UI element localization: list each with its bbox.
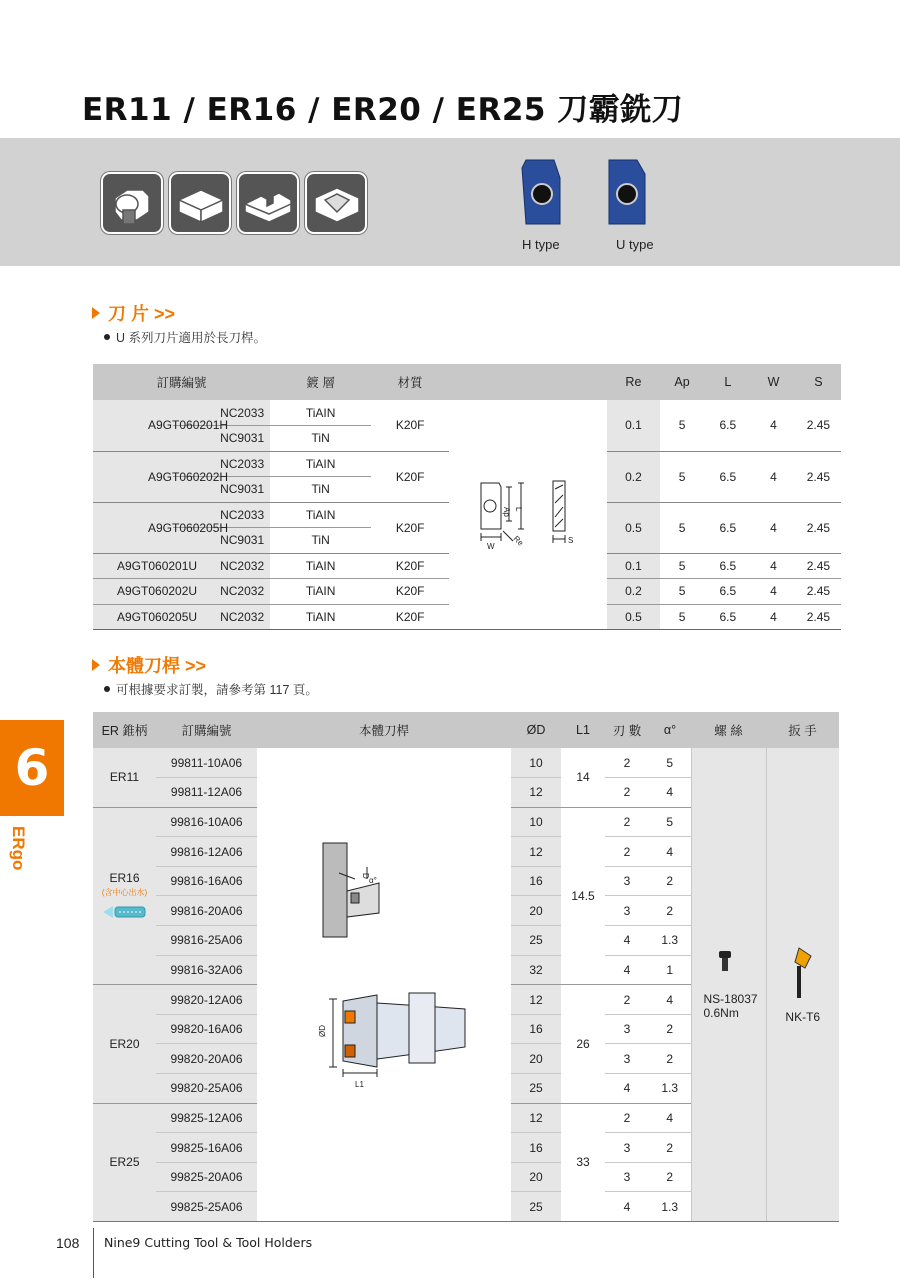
l-value: 6.5 bbox=[704, 579, 751, 605]
d-value: 10 bbox=[511, 807, 561, 837]
coating: TiN bbox=[270, 528, 371, 554]
d-value: 25 bbox=[511, 1074, 561, 1104]
d-value: 16 bbox=[511, 1133, 561, 1163]
teeth-value: 3 bbox=[605, 1044, 649, 1074]
alpha-value: 5 bbox=[649, 748, 691, 778]
order-code: 99816-16A06 bbox=[156, 866, 257, 896]
re-value: 0.2 bbox=[607, 579, 660, 605]
teeth-value: 2 bbox=[605, 778, 649, 808]
teeth-value: 4 bbox=[605, 1192, 649, 1222]
d-value: 20 bbox=[511, 1162, 561, 1192]
grade: NC2032 bbox=[173, 579, 270, 605]
order-code: 99811-12A06 bbox=[156, 778, 257, 808]
chapter-label: ERgo bbox=[9, 826, 28, 871]
order-code: 99816-12A06 bbox=[156, 837, 257, 867]
order-code: A9GT060205U bbox=[117, 609, 198, 624]
material: K20F bbox=[371, 502, 449, 553]
ap-value: 5 bbox=[660, 553, 705, 579]
d-small-label: D bbox=[361, 873, 370, 879]
alpha-label: α° bbox=[369, 876, 377, 885]
header-d: ØD bbox=[511, 712, 561, 748]
teeth-value: 2 bbox=[605, 748, 649, 778]
l-value: 6.5 bbox=[704, 604, 751, 630]
order-code: A9GT060202H bbox=[148, 469, 229, 484]
alpha-value: 4 bbox=[649, 1103, 691, 1133]
ap-value: 5 bbox=[660, 579, 705, 605]
footer-text: Nine9 Cutting Tool & Tool Holders bbox=[104, 1235, 313, 1250]
coolant-note: (含中心出水) bbox=[101, 888, 148, 898]
re-value: 0.1 bbox=[607, 400, 660, 451]
re-value: 0.5 bbox=[607, 502, 660, 553]
re-value: 0.1 bbox=[607, 553, 660, 579]
l-value: 6.5 bbox=[704, 502, 751, 553]
body-diagram-cell bbox=[257, 748, 511, 1222]
slotting-icon bbox=[237, 172, 299, 234]
order-code: A9GT060205H bbox=[148, 520, 229, 535]
l1-value: 14.5 bbox=[561, 807, 605, 985]
alpha-value: 2 bbox=[649, 1162, 691, 1192]
alpha-value: 4 bbox=[649, 837, 691, 867]
teeth-value: 3 bbox=[605, 1162, 649, 1192]
grade: NC2033 bbox=[173, 400, 270, 426]
teeth-value: 2 bbox=[605, 807, 649, 837]
w-value: 4 bbox=[751, 604, 796, 630]
header-ap: Ap bbox=[660, 364, 705, 400]
shoulder-milling-icon bbox=[101, 172, 163, 234]
l1-value: 33 bbox=[561, 1103, 605, 1221]
grade: NC2032 bbox=[173, 553, 270, 579]
s-value: 2.45 bbox=[796, 553, 841, 579]
order-code: 99816-20A06 bbox=[156, 896, 257, 926]
coating: TiAIN bbox=[270, 400, 371, 426]
order-code: 99820-12A06 bbox=[156, 985, 257, 1015]
coating: TiAIN bbox=[270, 604, 371, 630]
w-value: 4 bbox=[751, 451, 796, 502]
coating: TiN bbox=[270, 426, 371, 452]
bullet-icon bbox=[104, 334, 110, 340]
coating: TiN bbox=[270, 477, 371, 503]
page-number: 108 bbox=[56, 1235, 80, 1251]
ap-value: 5 bbox=[660, 604, 705, 630]
grade: NC9031 bbox=[173, 528, 270, 554]
ap-value: 5 bbox=[660, 400, 705, 451]
material: K20F bbox=[371, 400, 449, 451]
bullet-icon bbox=[104, 686, 110, 692]
body-diagram bbox=[259, 833, 509, 1133]
arrow-icon bbox=[92, 659, 100, 671]
teeth-value: 4 bbox=[605, 955, 649, 985]
teeth-value: 4 bbox=[605, 1074, 649, 1104]
coating: TiAIN bbox=[270, 451, 371, 477]
l-value: 6.5 bbox=[704, 400, 751, 451]
ap-label: Ap bbox=[502, 507, 512, 517]
body-section-heading: 本體刀桿 >> bbox=[92, 652, 206, 678]
re-value: 0.2 bbox=[607, 451, 660, 502]
d-value: 12 bbox=[511, 778, 561, 808]
screw-cell bbox=[691, 748, 766, 1222]
ap-value: 5 bbox=[660, 502, 705, 553]
d-value: 12 bbox=[511, 1103, 561, 1133]
arrow-icon bbox=[92, 307, 100, 319]
er-group-er20: ER20 bbox=[93, 985, 156, 1103]
s-label: S bbox=[568, 536, 574, 545]
teeth-value: 3 bbox=[605, 866, 649, 896]
header-er: ER 錐柄 bbox=[93, 712, 156, 748]
d-value: 16 bbox=[511, 866, 561, 896]
order-code: 99816-32A06 bbox=[156, 955, 257, 985]
alpha-value: 4 bbox=[649, 985, 691, 1015]
coating: TiAIN bbox=[270, 553, 371, 579]
body-note: 可根據要求訂製，請參考第 117 頁。 bbox=[104, 680, 318, 698]
wrench-icon bbox=[791, 946, 815, 1000]
order-code: A9GT060201H bbox=[148, 418, 229, 433]
grade: NC9031 bbox=[173, 426, 270, 452]
header-screw: 螺 絲 bbox=[691, 712, 766, 748]
w-value: 4 bbox=[751, 502, 796, 553]
d-label: ØD bbox=[318, 1025, 327, 1037]
header-alpha: α° bbox=[649, 712, 691, 748]
d-value: 20 bbox=[511, 896, 561, 926]
order-code: 99816-25A06 bbox=[156, 926, 257, 956]
header-diagram bbox=[449, 364, 607, 400]
header-s: S bbox=[796, 364, 841, 400]
header-re: Re bbox=[607, 364, 660, 400]
grade: NC2032 bbox=[173, 604, 270, 630]
w-value: 4 bbox=[751, 400, 796, 451]
er-group-er16 bbox=[93, 807, 156, 985]
alpha-value: 5 bbox=[649, 807, 691, 837]
material: K20F bbox=[371, 553, 449, 579]
u-type-label: U type bbox=[616, 237, 654, 252]
w-value: 4 bbox=[751, 553, 796, 579]
face-milling-icon bbox=[169, 172, 231, 234]
l1-label: L1 bbox=[355, 1080, 364, 1089]
s-value: 2.45 bbox=[796, 502, 841, 553]
insert-note: U 系列刀片適用於長刀桿。 bbox=[104, 328, 266, 346]
order-code: A9GT060201U bbox=[117, 558, 198, 573]
insert-dimension-diagram bbox=[473, 473, 583, 553]
grade: NC2033 bbox=[173, 502, 270, 528]
alpha-value: 2 bbox=[649, 1014, 691, 1044]
alpha-value: 2 bbox=[649, 1044, 691, 1074]
insert-header-row bbox=[93, 364, 841, 400]
d-value: 25 bbox=[511, 926, 561, 956]
header-teeth: 刃 數 bbox=[605, 712, 649, 748]
order-code: 99825-25A06 bbox=[156, 1192, 257, 1222]
table-row bbox=[93, 748, 839, 778]
insert-diagram-cell bbox=[449, 400, 607, 630]
material: K20F bbox=[371, 451, 449, 502]
order-code: 99820-20A06 bbox=[156, 1044, 257, 1074]
header-coating: 鍍 層 bbox=[270, 364, 371, 400]
order-code: 99825-16A06 bbox=[156, 1133, 257, 1163]
teeth-value: 2 bbox=[605, 1103, 649, 1133]
material: K20F bbox=[371, 579, 449, 605]
ap-value: 5 bbox=[660, 451, 705, 502]
header-l: L bbox=[704, 364, 751, 400]
er-group-er11: ER11 bbox=[93, 748, 156, 807]
material: K20F bbox=[371, 604, 449, 630]
order-code: 99811-10A06 bbox=[156, 748, 257, 778]
s-value: 2.45 bbox=[796, 451, 841, 502]
alpha-value: 4 bbox=[649, 778, 691, 808]
w-label: W bbox=[487, 542, 495, 551]
order-code: 99820-25A06 bbox=[156, 1074, 257, 1104]
alpha-value: 1 bbox=[649, 955, 691, 985]
teeth-value: 3 bbox=[605, 896, 649, 926]
header-material: 材質 bbox=[371, 364, 449, 400]
alpha-value: 1.3 bbox=[649, 1192, 691, 1222]
order-code: 99820-16A06 bbox=[156, 1014, 257, 1044]
s-value: 2.45 bbox=[796, 579, 841, 605]
h-type-insert-image bbox=[520, 158, 566, 226]
header-order: 訂購編號 bbox=[156, 712, 257, 748]
chapter-tab[interactable]: 6 bbox=[0, 720, 64, 816]
d-value: 16 bbox=[511, 1014, 561, 1044]
order-code: A9GT060202U bbox=[117, 584, 198, 599]
insert-section-heading: 刀 片 >> bbox=[92, 300, 175, 326]
coating: TiAIN bbox=[270, 579, 371, 605]
er16-label: ER16 bbox=[109, 871, 140, 886]
l-value: 6.5 bbox=[704, 553, 751, 579]
d-value: 25 bbox=[511, 1192, 561, 1222]
alpha-value: 2 bbox=[649, 896, 691, 926]
header-l1: L1 bbox=[561, 712, 605, 748]
grade: NC9031 bbox=[173, 477, 270, 503]
l-value: 6.5 bbox=[704, 451, 751, 502]
screw-name: NS-18037 bbox=[703, 991, 758, 1006]
page-title: ER11 / ER16 / ER20 / ER25 刀霸銑刀 bbox=[82, 92, 684, 128]
teeth-value: 2 bbox=[605, 985, 649, 1015]
body-header-row bbox=[93, 712, 839, 748]
header-body: 本體刀桿 bbox=[257, 712, 511, 748]
w-value: 4 bbox=[751, 579, 796, 605]
order-code: 99825-20A06 bbox=[156, 1162, 257, 1192]
order-code: 99816-10A06 bbox=[156, 807, 257, 837]
d-value: 12 bbox=[511, 837, 561, 867]
re-label: Re bbox=[511, 534, 526, 548]
order-code: 99825-12A06 bbox=[156, 1103, 257, 1133]
teeth-value: 3 bbox=[605, 1014, 649, 1044]
alpha-value: 2 bbox=[649, 1133, 691, 1163]
wrench-cell bbox=[766, 748, 839, 1222]
u-type-insert-image bbox=[605, 158, 651, 226]
ramping-icon bbox=[305, 172, 367, 234]
wrench-name: NK-T6 bbox=[785, 1009, 821, 1024]
body-table bbox=[93, 712, 839, 1222]
alpha-value: 1.3 bbox=[649, 926, 691, 956]
screw-icon bbox=[718, 950, 732, 972]
footer-divider bbox=[93, 1228, 94, 1278]
alpha-value: 1.3 bbox=[649, 1074, 691, 1104]
teeth-value: 4 bbox=[605, 926, 649, 956]
s-value: 2.45 bbox=[796, 604, 841, 630]
l1-value: 14 bbox=[561, 748, 605, 807]
table-row bbox=[93, 400, 841, 426]
insert-table bbox=[93, 364, 841, 630]
l-label: L bbox=[514, 507, 524, 512]
header-w: W bbox=[751, 364, 796, 400]
grade: NC2033 bbox=[173, 451, 270, 477]
d-value: 10 bbox=[511, 748, 561, 778]
h-type-label: H type bbox=[522, 237, 560, 252]
s-value: 2.45 bbox=[796, 400, 841, 451]
er-group-er25: ER25 bbox=[93, 1103, 156, 1221]
teeth-value: 2 bbox=[605, 837, 649, 867]
teeth-value: 3 bbox=[605, 1133, 649, 1163]
d-value: 12 bbox=[511, 985, 561, 1015]
header-order: 訂購編號 bbox=[93, 364, 270, 400]
coolant-icon bbox=[101, 904, 149, 920]
alpha-value: 2 bbox=[649, 866, 691, 896]
screw-torque: 0.6Nm bbox=[703, 1005, 739, 1020]
l1-value: 26 bbox=[561, 985, 605, 1103]
coating: TiAIN bbox=[270, 502, 371, 528]
d-value: 32 bbox=[511, 955, 561, 985]
re-value: 0.5 bbox=[607, 604, 660, 630]
header-wrench: 扳 手 bbox=[766, 712, 839, 748]
d-value: 20 bbox=[511, 1044, 561, 1074]
